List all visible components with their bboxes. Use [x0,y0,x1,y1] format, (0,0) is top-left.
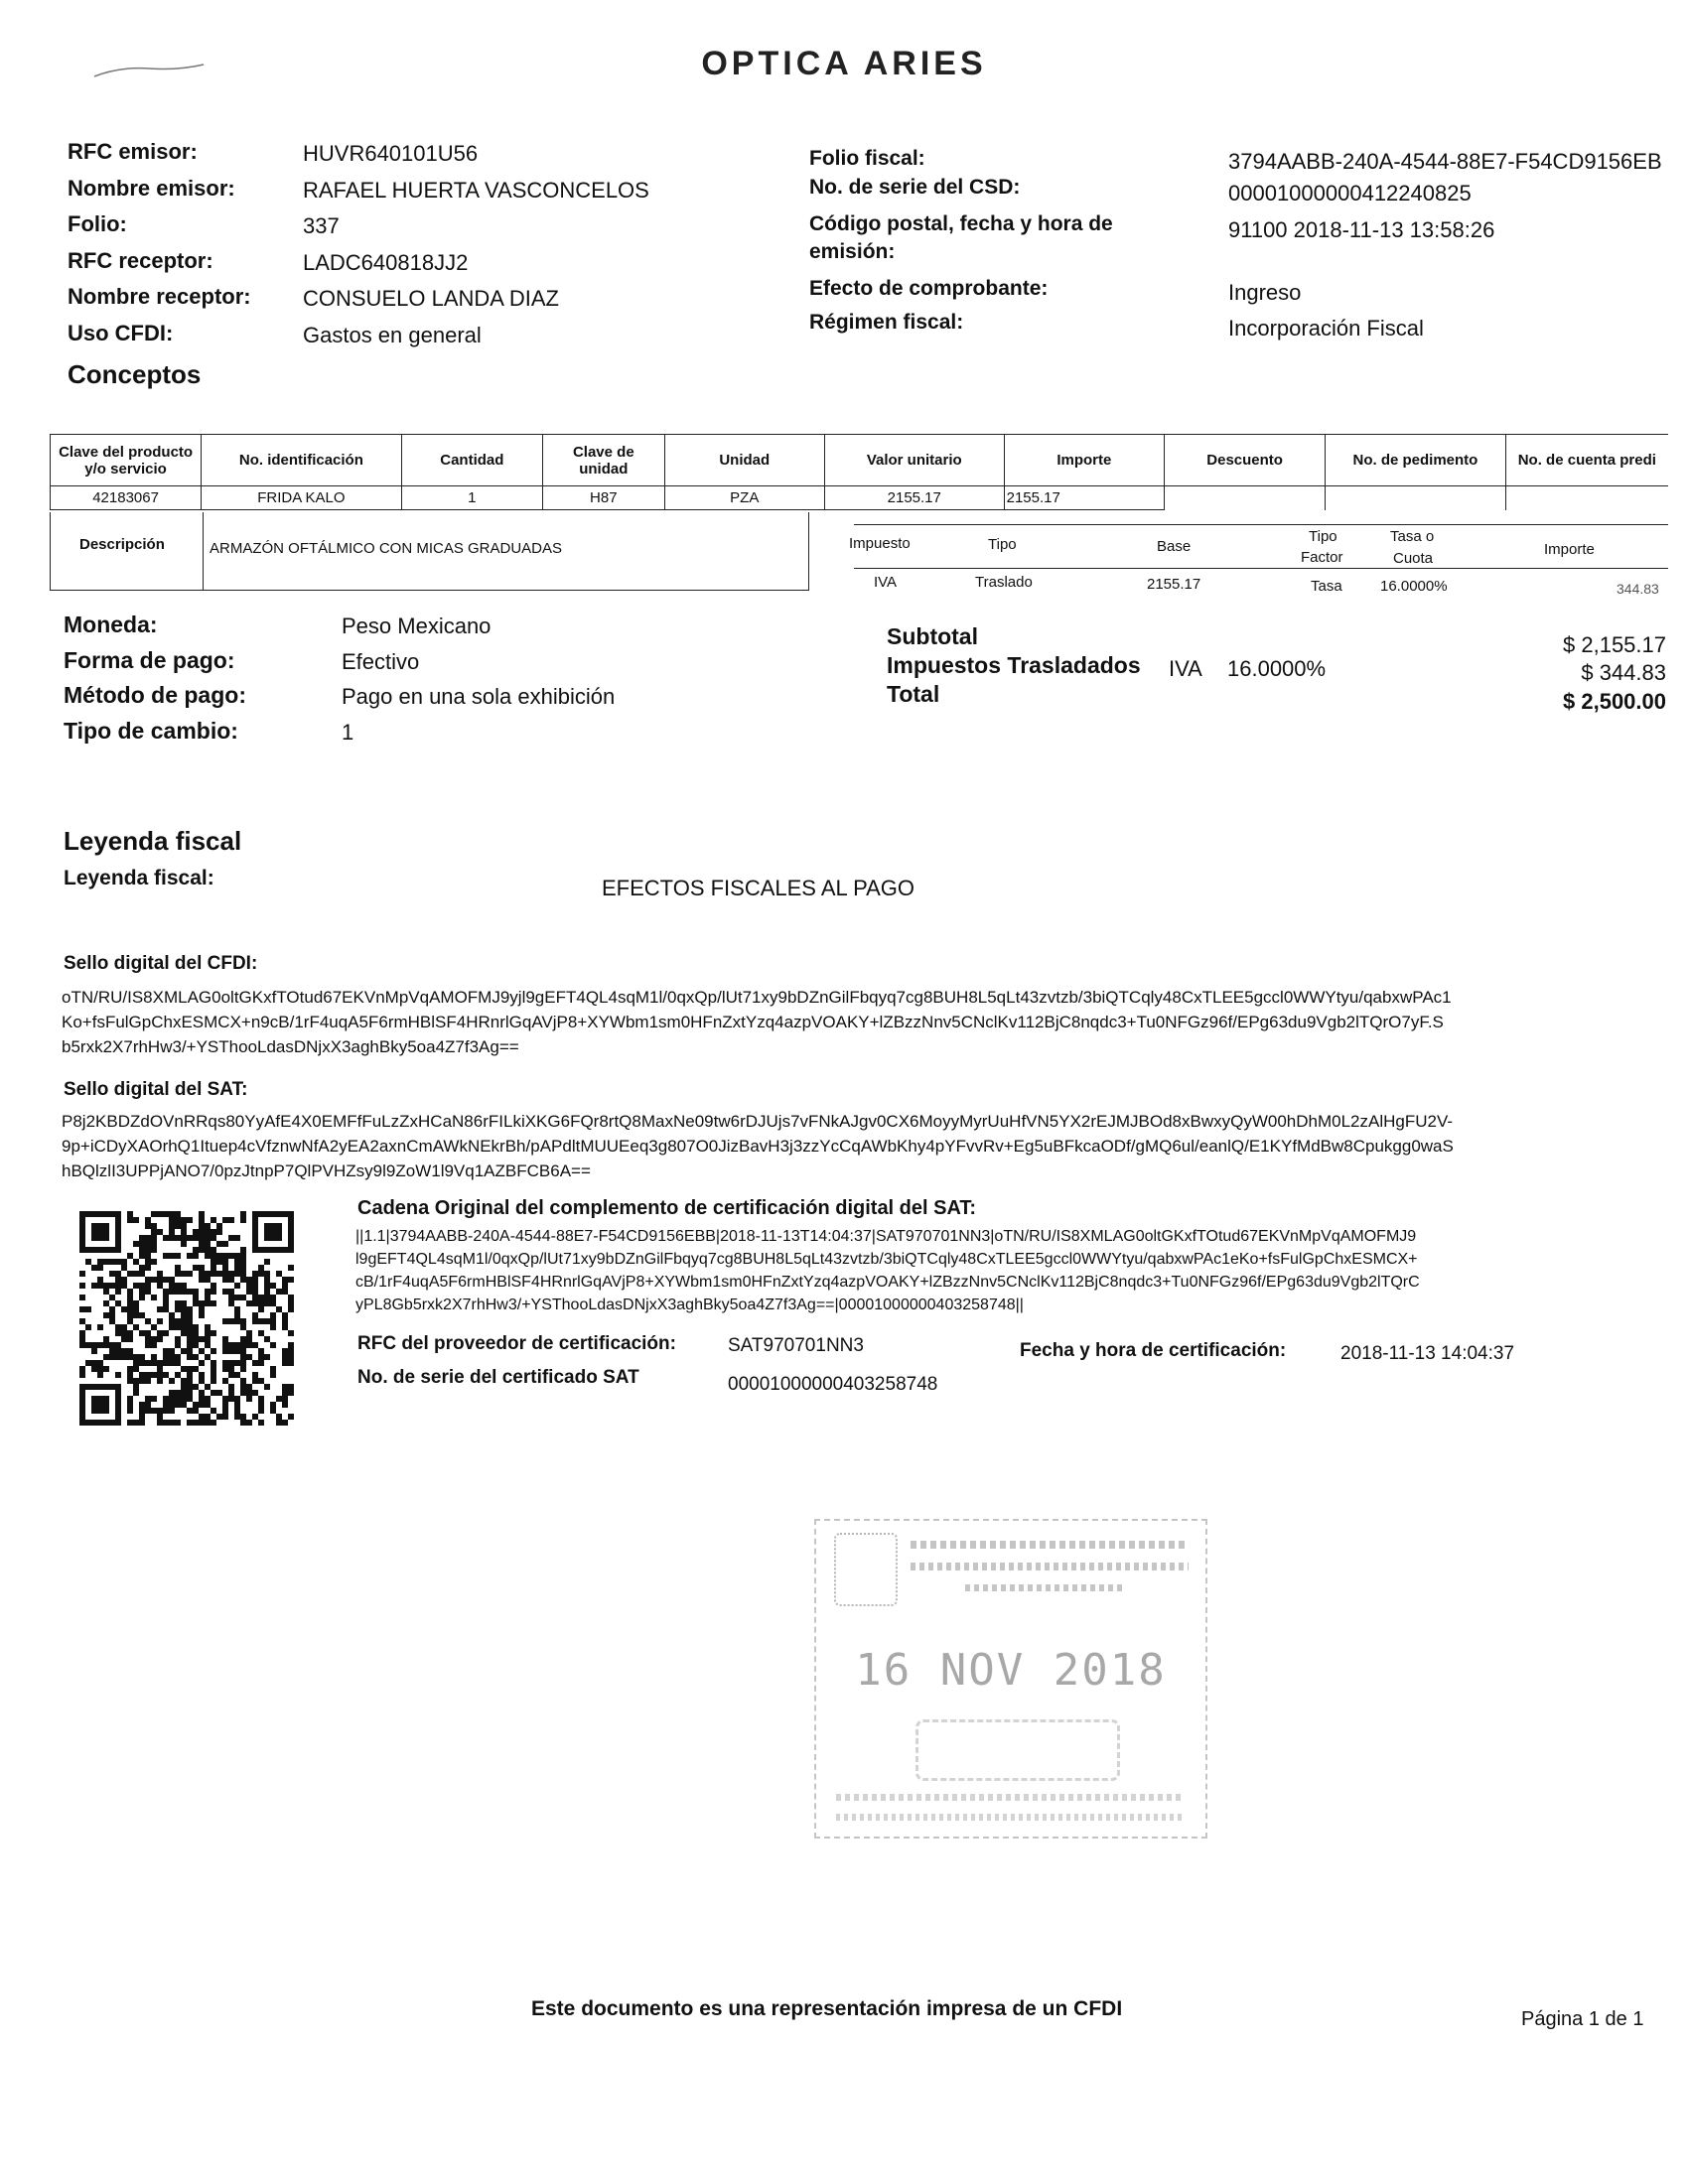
leyenda-label: Leyenda fiscal: [64,867,214,889]
emisor-value-2: 337 [303,213,340,238]
cell-valor-unitario: 2155.17 [824,486,1004,510]
subtotal-label: Subtotal [887,623,978,649]
th-descuento: Descuento [1165,435,1326,486]
emisor-value-5: Gastos en general [303,322,482,347]
cp-label-2: emisión: [809,240,896,263]
rfc-prov-label: RFC del proveedor de certificación: [357,1333,676,1354]
regimen-value: Incorporación Fiscal [1228,316,1424,341]
pago-value-3: 1 [342,719,354,745]
iva-label: IVA [1169,656,1202,681]
imp-h-importe: Importe [1544,541,1595,558]
serie-sat-label: No. de serie del certificado SAT [357,1367,639,1388]
page-number: Página 1 de 1 [1521,2008,1644,2030]
emisor-label-3: RFC receptor: [68,247,213,273]
impuestos-value: $ 344.83 [1581,660,1666,685]
stamp-emblem [834,1533,898,1606]
sello-cfdi-lines-line-2: b5rxk2X7rhHw3/+YSThooLdasDNjxX3aghBky5oa4Z7f3Ag== [62,1037,519,1056]
serie-csd-label: No. de serie del CSD: [809,176,1021,199]
cell-cantidad: 1 [401,486,542,510]
pago-label-1: Forma de pago: [64,646,235,673]
pago-label-3: Tipo de cambio: [64,717,238,744]
conceptos-title: Conceptos [68,359,202,389]
leyenda-title: Leyenda fiscal [64,826,242,856]
emisor-value-0: HUVR640101U56 [303,141,479,166]
sello-sat-text [62,1109,1668,1183]
footer-note: Este documento es una representación impresa de un CFDI [531,1997,1123,2020]
th-no-cuenta: No. de cuenta predi [1505,435,1668,486]
cp-value: 91100 2018-11-13 13:58:26 [1228,217,1495,242]
serie-sat-value: 00001000000403258748 [728,1374,938,1395]
rfc-prov-value: SAT970701NN3 [728,1335,864,1356]
sello-sat-label: Sello digital del SAT: [64,1079,248,1100]
efecto-label: Efecto de comprobante: [809,277,1049,300]
emisor-label-0: RFC emisor: [68,139,198,164]
imp-h-tipo: Tipo [988,536,1017,553]
serie-csd-value: 00001000000412240825 [1228,181,1472,205]
folio-fiscal-value: 3794AABB-240A-4544-88E7-F54CD9156EB [1228,149,1662,174]
th-no-pedimento: No. de pedimento [1326,435,1505,486]
cadena-label: Cadena Original del complemento de certificación digital del SAT: [357,1197,977,1219]
emisor-value-1: RAFAEL HUERTA VASCONCELOS [303,177,649,203]
emisor-label-1: Nombre emisor: [68,175,235,201]
th-no-id: No. identificación [202,435,401,486]
th-cantidad: Cantidad [401,435,542,486]
imp-tasa: 16.0000% [1380,578,1448,595]
total-label: Total [887,681,940,707]
cell-no-id: FRIDA KALO [202,486,401,510]
pago-value-0: Peso Mexicano [342,614,492,638]
cell-clave: 42183067 [51,486,202,510]
imp-tipo: Traslado [975,574,1033,591]
stamp-date: 16 NOV 2018 [855,1645,1167,1696]
efecto-value: Ingreso [1228,280,1302,305]
cadena-lines-line-0: ||1.1|3794AABB-240A-4544-88E7-F54CD9156EBB|2018-11-13T14:04:37|SAT970701NN3|oTN/RU/IS8XMLAG0oltGKxfTOtud67EKVnMpVqAMOFMJ9 [355,1228,1417,1245]
impuestos-trasladados-label: Impuestos Trasladados [887,652,1141,678]
emisor-label-5: Uso CFDI: [68,320,174,345]
imp-impuesto: IVA [874,574,898,591]
th-valor-unitario: Valor unitario [824,435,1004,486]
cadena-lines-line-2: cB/1rF4uqA5F6rmHBlSF4HRnrlGqAVjP8+XYWbm1sm0HFnZxtYzq4azpVOAKY+lZBzzNnv5CNclKv112BjC8nqdc3+Tu0NFGz96f/EPg63du9Vgb2lTQrC [355,1274,1420,1291]
cadena-lines-line-3: yPL8Gb5rxk2X7rhHw3/+YSThooLdasDNjxX3aghBky5oa4Z7f3Ag==|00001000000403258748|| [355,1297,1024,1313]
sello-cfdi-lines-line-0: oTN/RU/IS8XMLAG0oltGKxfTOtud67EKVnMpVqAMOFMJ9yjl9gEFT4QL4sqM1l/0qxQp/lUt71xy9bDZnGilFbqyq7cg8BUH8L5qLt43zvtzb/3biQTCqly48CxTLEE5gccl0WWYtyu/qabxwPAc1 [62,988,1452,1007]
descripcion-label: Descripción [79,536,165,553]
imp-base: 2155.17 [1147,576,1201,593]
sello-cfdi-label: Sello digital del CFDI: [64,953,258,974]
descripcion-value: ARMAZÓN OFTÁLMICO CON MICAS GRADUADAS [210,540,563,557]
imp-importe: 344.83 [1617,581,1659,597]
pago-value-2: Pago en una sola exhibición [342,684,616,709]
sello-cfdi-lines-line-1: Ko+fsFulGpChxESMCX+n9cB/1rF4uqA5F6rmHBlSF4HRnrlGqAVjP8+XYWbm1sm0HFnZxtYzq4azpVOAKY+lZBzzNnv5CNclKv112BjC8nqdc3+Tu0NFGz96f/EPg63du9Vgb2lTQrO7yF.S [62,1013,1444,1031]
sello-sat-lines-line-1: 9p+iCDyXAOrhQ1Ituep4cVfznwNfA2yEA2axnCmAWkNEkrBh/pAPdltMUUEeq3g807O0JizBavH3j3zzYcCqAWbKhy4pYFvvRv+Eg5uBFkcaODf/gMQ6ul/eanlQ/E1KYfMdBw8Cpukgg0waS [62,1137,1454,1156]
emisor-value-3: LADC640818JJ2 [303,249,469,275]
pago-label-2: Método de pago: [64,682,246,708]
emisor-label-2: Folio: [68,211,127,236]
imp-h-tipo-factor-1: Tipo [1309,528,1337,545]
cell-importe: 2155.17 [1004,486,1164,510]
sello-sat-lines-line-0: P8j2KBDZdOVnRRqs80YyAfE4X0EMFfFuLzZxHCaN86rFILkiXKG6FQr8rtQ8MaxNe09tw6rDJUjs7vFNkAJgv0CX6MoyyMyrUuHfVN5YX2rEJMJBOd8xBwxyQyW00hDhM0L2zAlHgFU2V- [62,1112,1454,1131]
imp-h-tasa-1: Tasa o [1390,528,1435,545]
conceptos-table [50,434,1668,510]
th-clave-1: Clave del producto [59,443,194,461]
th-importe: Importe [1004,435,1164,486]
total-value: $ 2,500.00 [1563,689,1666,714]
subtotal-value: $ 2,155.17 [1563,632,1666,657]
regimen-label: Régimen fiscal: [809,311,964,334]
cadena-text [355,1225,1668,1316]
th-clave-2: y/o servicio [84,460,167,478]
sello-cfdi-text [62,985,1668,1059]
sello-sat-lines-line-2: hBQlzlI3UPPjANO7/0pzJtnpP7QlPVHZsy9l9ZoW1l9Vq1AZBFCB6A== [62,1161,591,1180]
imp-h-base: Base [1157,538,1192,555]
imp-h-tasa-2: Cuota [1393,550,1434,567]
cp-label-1: Código postal, fecha y hora de [809,212,1113,235]
emisor-label-4: Nombre receptor: [68,284,251,309]
pago-value-1: Efectivo [342,648,420,674]
cell-clave-unidad: H87 [543,486,665,510]
leyenda-value: EFECTOS FISCALES AL PAGO [602,876,915,900]
cadena-lines-line-1: l9gEFT4QL4sqM1l/0qxQp/lUt71xy9bDZnGilFbqyq7cg8BUH8L5qLt43zvtzb/3biQTCqly48CxTLEE5gccl0WWYtyu/qabxwPAc1eKo+fsFulGpChxESMCX+ [355,1251,1418,1268]
imp-h-tipo-factor-2: Factor [1301,549,1343,566]
th-clave-unidad-2: unidad [579,460,629,478]
th-clave-unidad-1: Clave de [572,443,634,461]
folio-fiscal-label: Folio fiscal: [809,147,925,170]
signature-scribble [89,55,209,84]
fecha-cert-value: 2018-11-13 14:04:37 [1340,1343,1515,1364]
pago-label-0: Moneda: [64,612,158,637]
imp-h-impuesto: Impuesto [849,535,911,552]
document-title: OPTICA ARIES [701,45,987,82]
table-row [51,486,1669,510]
cell-unidad: PZA [664,486,824,510]
received-stamp [814,1519,1207,1839]
imp-tipo-factor: Tasa [1311,578,1342,595]
iva-tasa: 16.0000% [1227,656,1327,681]
th-unidad: Unidad [664,435,824,486]
qr-code [79,1211,294,1426]
fecha-cert-label: Fecha y hora de certificación: [1020,1340,1287,1361]
emisor-value-4: CONSUELO LANDA DIAZ [303,286,559,311]
